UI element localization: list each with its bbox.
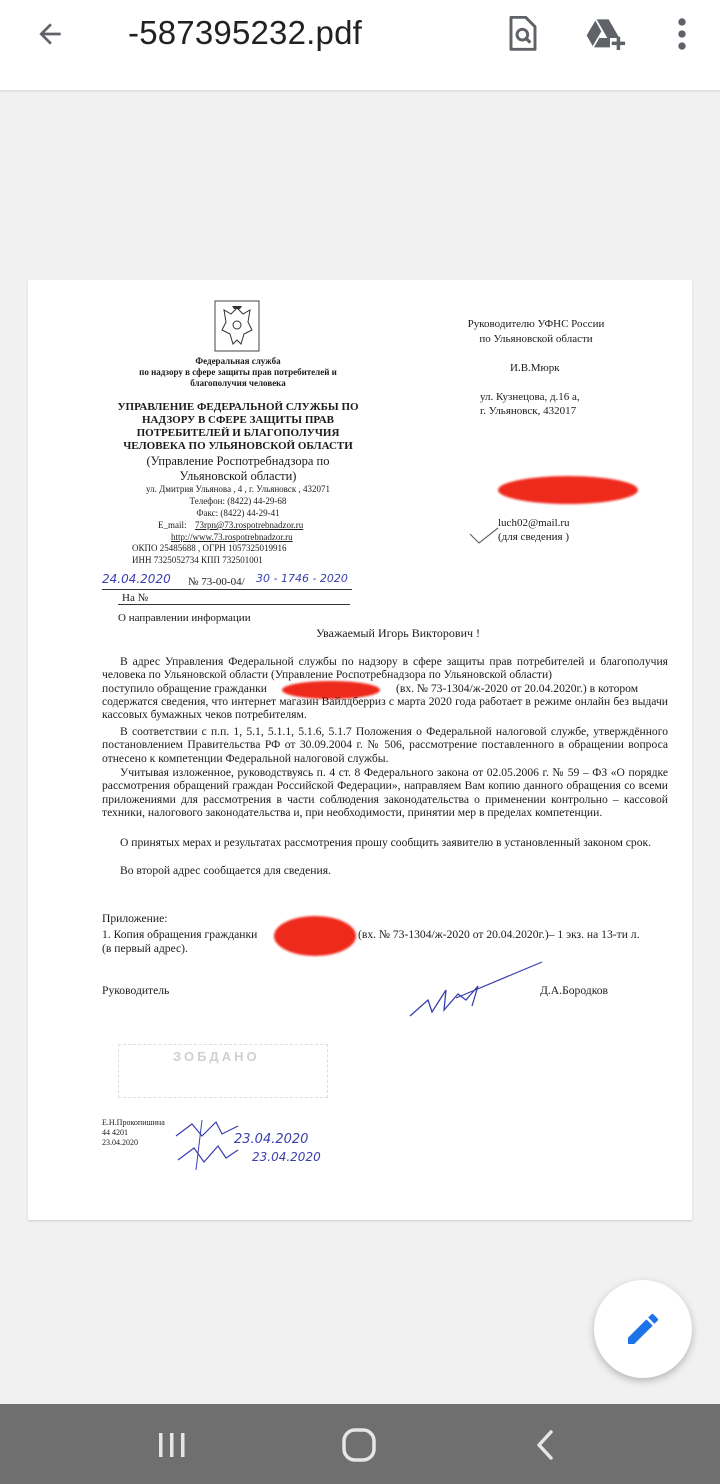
redaction-mark xyxy=(498,476,638,504)
executor-name: Е.Н.Прокопишина xyxy=(102,1118,165,1127)
letter-subject: О направлении информации xyxy=(118,612,251,624)
attachment-item-b: (вх. № 73-1304/ж-2020 от 20.04.2020г.)– 1 экз. на 13-ти л. xyxy=(358,928,640,941)
recipient-name: И.В.Мюрк xyxy=(510,362,560,374)
paragraph-1c: (вх. № 73-1304/ж-2020 от 20.04.2020г.) в котором xyxy=(396,682,639,695)
nav-back-icon xyxy=(533,1428,557,1462)
pdf-page[interactable] xyxy=(28,280,692,1220)
agency-line2: по надзору в сфере защиты прав потребителей и xyxy=(139,367,337,377)
dept-line4: ЧЕЛОВЕКА ПО УЛЬЯНОВСКОЙ ОБЛАСТИ xyxy=(123,440,353,452)
letter-salutation: Уважаемый Игорь Викторович ! xyxy=(315,626,481,640)
add-to-drive-button[interactable] xyxy=(580,10,632,58)
home-icon xyxy=(341,1427,377,1463)
recipient-city: г. Ульяновск, 432017 xyxy=(480,405,577,417)
paragraph-1b: поступило обращение гражданки xyxy=(102,682,267,695)
dept-line3: ПОТРЕБИТЕЛЕЙ И БЛАГОПОЛУЧИЯ xyxy=(136,427,340,439)
edit-pencil-icon xyxy=(623,1309,663,1349)
paragraph-1a: В адрес Управления Федеральной службы по надзору в сфере защиты прав потребителей и благополучия человека по Ульяновской области (Управление Роспотребнадзора по Ульяновской области) xyxy=(102,655,668,682)
executor-date: 23.04.2020 xyxy=(102,1138,138,1147)
attachment-item-c: (в первый адрес). xyxy=(102,942,188,955)
document-title: -587395232.pdf xyxy=(128,14,363,51)
recipient-note: (для сведения ) xyxy=(498,531,570,543)
coat-of-arms-icon xyxy=(214,300,260,352)
signer-role: Руководитель xyxy=(102,984,170,997)
find-in-page-icon xyxy=(507,16,539,52)
agency-phone: Телефон: (8422) 44-29-68 xyxy=(189,496,287,506)
agency-okpo: ОКПО 25485688 , ОГРН 1057325019916 xyxy=(132,543,287,553)
paragraph-2: В соответствии с п.п. 1, 5.1, 5.1.1, 5.1.6, 5.1.7 Положения о Федеральной налоговой службе, утверждённого постановлением Правительства РФ от 30.09.2004 г. № 506, рассмотрение поставленного в обращении вопроса отнесено к компетенции Федеральной налоговой службы. xyxy=(102,725,668,765)
agency-line3: благополучия человека xyxy=(190,378,286,388)
agency-line1: Федеральная служба xyxy=(195,356,281,366)
agency-fax: Факс: (8422) 44-29-41 xyxy=(196,508,280,518)
more-options-button[interactable] xyxy=(656,10,708,58)
app-bar xyxy=(0,0,720,90)
checkmark-icon xyxy=(468,526,500,546)
handwritten-date-1: 23.04.2020 xyxy=(234,1132,309,1147)
stamp-text: ЗОБДАНО xyxy=(173,1049,260,1064)
handwritten-reg-number: 30 - 1746 - 2020 xyxy=(256,572,348,585)
paragraph-5: Во второй адрес сообщается для сведения. xyxy=(120,864,331,877)
back-button[interactable] xyxy=(22,12,78,56)
paragraph-4: О принятых мерах и результатах рассмотрения прошу сообщить заявителю в установленный законом срок. xyxy=(120,836,652,849)
signature-image xyxy=(406,960,546,1022)
redaction-mark xyxy=(274,916,356,956)
ref-number-label: На № xyxy=(122,592,149,604)
dept-short1: (Управление Роспотребнадзора по xyxy=(146,454,330,468)
ref-underline xyxy=(118,604,350,605)
find-in-page-button[interactable] xyxy=(497,10,549,58)
dept-line2: НАДЗОРУ В СФЕРЕ ЗАЩИТЫ ПРАВ xyxy=(141,414,335,426)
more-vert-icon xyxy=(676,17,688,51)
attachment-item-a: 1. Копия обращения гражданки xyxy=(102,928,258,941)
reg-underline xyxy=(102,589,352,590)
recent-apps-button[interactable] xyxy=(137,1420,207,1470)
system-back-button[interactable] xyxy=(510,1420,580,1470)
recipient-email: luch02@mail.ru xyxy=(498,517,570,529)
received-stamp xyxy=(118,1044,328,1098)
dept-line1: УПРАВЛЕНИЕ ФЕДЕРАЛЬНОЙ СЛУЖБЫ ПО xyxy=(117,401,359,413)
add-to-drive-icon xyxy=(586,16,626,52)
recent-apps-icon xyxy=(155,1430,189,1460)
handwritten-initials xyxy=(172,1116,242,1172)
system-nav-bar xyxy=(0,1404,720,1484)
recipient-line2: по Ульяновской области xyxy=(479,333,593,345)
agency-email-link[interactable]: 73rpn@73.rospotrebnadzor.ru xyxy=(195,520,304,530)
recipient-street: ул. Кузнецова, д.16 а, xyxy=(480,391,580,403)
paragraph-3: Учитывая изложенное, руководствуясь п. 4 ст. 8 Федерального закона от 02.05.2006 г. № 59 – ФЗ «О порядке рассмотрения обращений граждан Российской Федерации», направляем Вам копию данного обращения со всеми приложениями для рассмотрения в части соблюдения законодательства о применении контрольно – кассовой техники, налогового законодательства и, при необходимости, принятии мер в пределах компетенции. xyxy=(102,766,668,820)
agency-inn: ИНН 7325052734 КПП 732501001 xyxy=(132,555,263,565)
paragraph-1d: содержатся сведения, что интернет магазин Вайлдберриз с марта 2020 года работает в режиме онлайн без выдачи кассовых бумажных чеков потребителям. xyxy=(102,695,668,722)
handwritten-reg-date: 24.04.2020 xyxy=(102,572,171,586)
arrow-back-icon xyxy=(34,18,66,50)
recipient-line1: Руководителю УФНС России xyxy=(467,318,605,330)
home-button[interactable] xyxy=(324,1420,394,1470)
dept-short2: Ульяновской области) xyxy=(179,469,297,483)
signer-name: Д.А.Бородков xyxy=(540,984,609,997)
edit-fab-button[interactable] xyxy=(594,1280,692,1378)
attachment-label: Приложение: xyxy=(102,912,168,925)
agency-address: ул. Дмитрия Ульянова , 4 , г. Ульяновск , 432071 xyxy=(146,484,330,494)
agency-site-link[interactable]: http://www.73.rospotrebnadzor.ru xyxy=(171,532,293,542)
reg-number-label: № 73-00-04/ xyxy=(188,576,245,588)
executor-phone: 44 4201 xyxy=(102,1128,128,1137)
handwritten-date-2: 23.04.2020 xyxy=(252,1150,321,1164)
agency-email-label: E_mail: xyxy=(158,520,187,530)
